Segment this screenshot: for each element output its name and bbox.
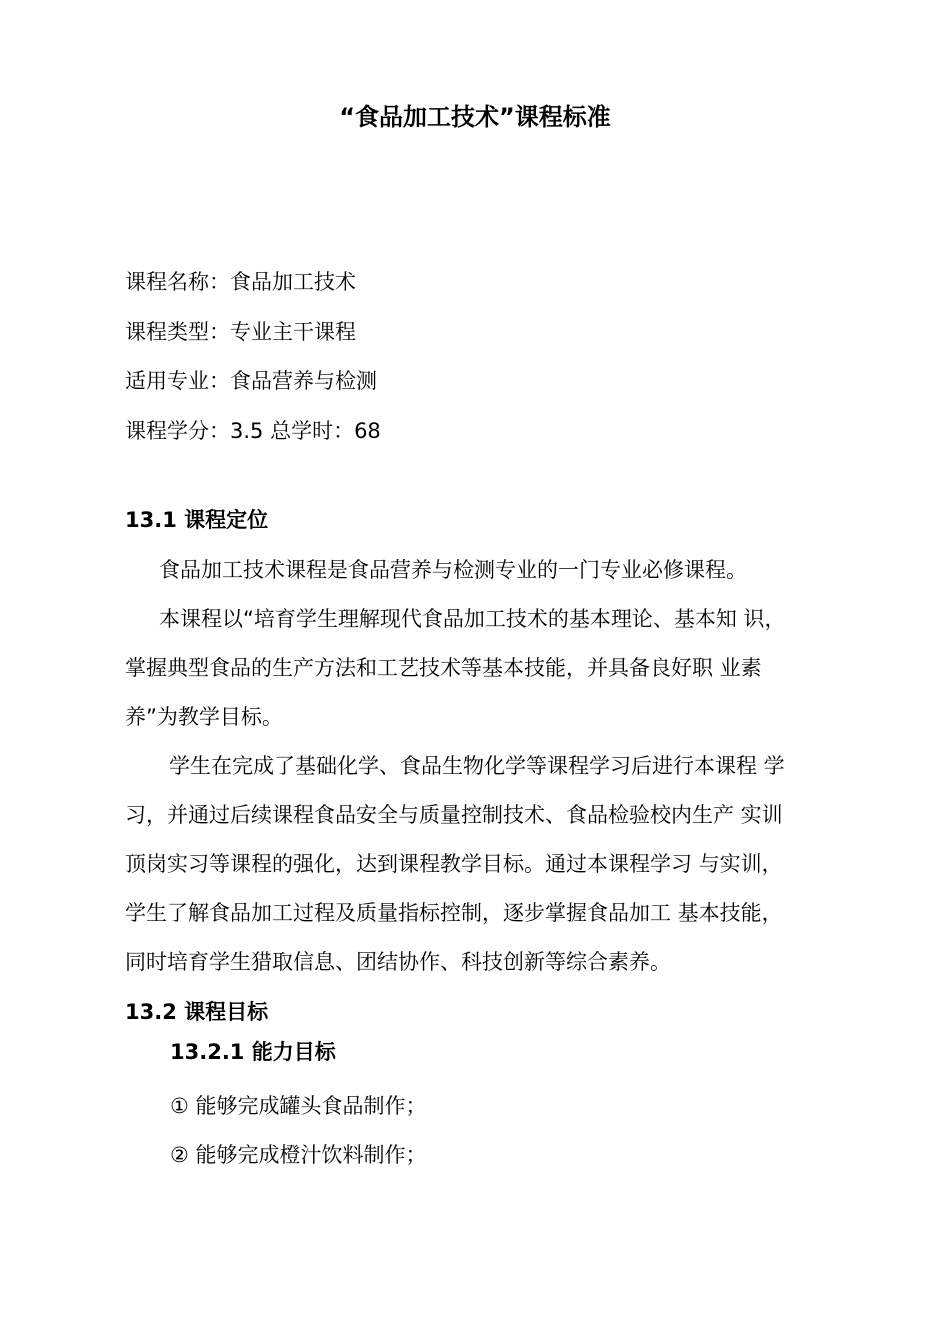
list-item: ② 能够完成橙汁饮料制作；: [170, 1143, 427, 1167]
paragraph-line: 习，并通过后续课程食品安全与质量控制技术、食品检验校内生产 实训: [125, 803, 783, 827]
section-heading-13-2: 13.2 课程目标: [125, 1000, 269, 1024]
paragraph-line: 食品加工技术课程是食品营养与检测专业的一门专业必修课程。: [159, 558, 747, 582]
course-info-list: [125, 258, 845, 456]
paragraph-line: 掌握典型食品的生产方法和工艺技术等基本技能，并具备良好职 业素: [125, 656, 762, 680]
paragraph-line: 养”为教学目标。: [125, 705, 283, 729]
paragraph-teaching-goal: [125, 595, 845, 742]
ability-goals-list: [170, 1082, 427, 1180]
course-credits-hours: 课程学分：3.5 总学时：68: [125, 418, 381, 443]
paragraph-line: 本课程以“培育学生理解现代食品加工技术的基本理论、基本知 识，: [159, 607, 786, 631]
paragraph-course-sequence: [125, 742, 845, 987]
subsection-heading-13-2-1: 13.2.1 能力目标: [170, 1040, 336, 1064]
paragraph-line: 学生了解食品加工过程及质量指标控制，逐步掌握食品加工 基本技能，: [125, 901, 783, 925]
list-item: ① 能够完成罐头食品制作；: [170, 1094, 427, 1118]
paragraph-course-position: [125, 546, 845, 595]
paragraph-line: 同时培育学生猎取信息、团结协作、科技创新等综合素养。: [125, 950, 671, 974]
course-type: 课程类型：专业主干课程: [125, 319, 356, 344]
course-name: 课程名称：食品加工技术: [125, 270, 356, 294]
applicable-major: 适用专业：食品营养与检测: [125, 369, 377, 393]
document-title: “食品加工技术”课程标准: [339, 103, 611, 131]
paragraph-line: 学生在完成了基础化学、食品生物化学等课程学习后进行本课程 学: [169, 754, 785, 778]
section-heading-13-1: 13.1 课程定位: [125, 508, 269, 532]
paragraph-line: 顶岗实习等课程的强化，达到课程教学目标。通过本课程学习 与实训，: [125, 852, 783, 876]
